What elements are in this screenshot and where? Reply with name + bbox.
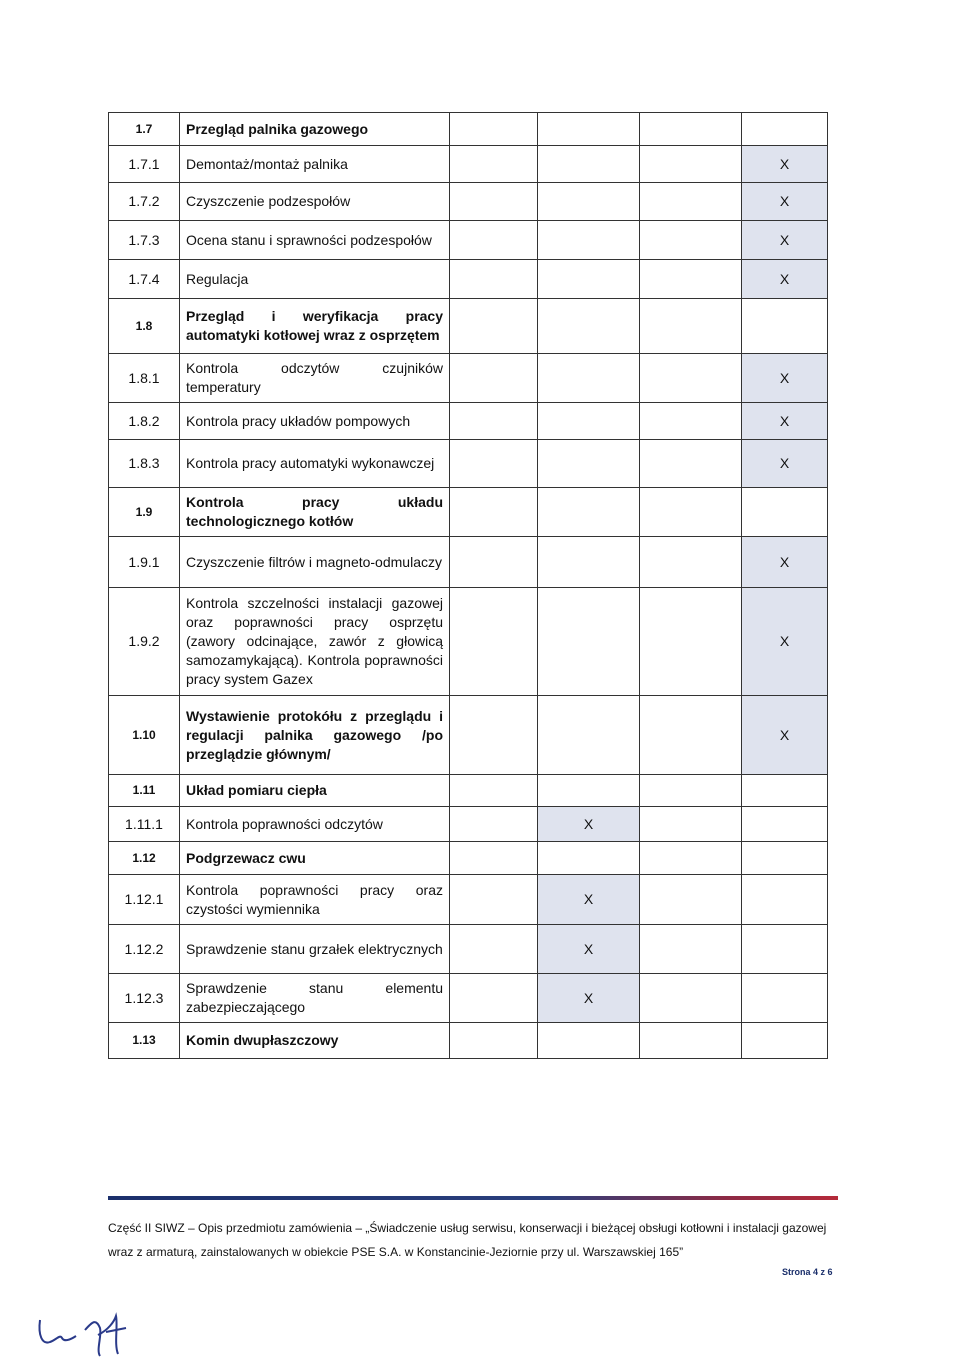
empty-cell [640, 299, 742, 354]
item-description: Sprawdzenie stanu elementu zabezpieczającego [180, 974, 450, 1023]
mark-cell: X [538, 974, 640, 1023]
mark-cell: X [742, 696, 828, 775]
item-number: 1.13 [109, 1023, 180, 1059]
empty-cell [640, 974, 742, 1023]
table-row [109, 588, 828, 696]
item-description: Kontrola pracy układów pompowych [180, 403, 450, 440]
footer-divider [108, 1196, 838, 1200]
empty-cell [538, 403, 640, 440]
mark-cell: X [538, 875, 640, 925]
table-row [109, 440, 828, 488]
item-description: Demontaż/montaż palnika [180, 146, 450, 183]
empty-cell [640, 113, 742, 146]
table-row [109, 488, 828, 537]
empty-cell [538, 260, 640, 299]
empty-cell [538, 696, 640, 775]
item-number: 1.9 [109, 488, 180, 537]
empty-cell [450, 440, 538, 488]
item-description: Kontrola szczelności instalacji gazowej oraz poprawności pracy osprzętu (zawory odcinające, zawór z głowicą samozamykającą). Kontrola poprawności pracy system Gazex [180, 588, 450, 696]
item-number: 1.8.2 [109, 403, 180, 440]
mark-cell: X [742, 440, 828, 488]
item-number: 1.12 [109, 842, 180, 875]
item-number: 1.8.1 [109, 354, 180, 403]
item-description: Czyszczenie podzespołów [180, 183, 450, 221]
empty-cell [450, 974, 538, 1023]
empty-cell [450, 299, 538, 354]
empty-cell [640, 696, 742, 775]
item-number: 1.12.2 [109, 925, 180, 974]
empty-cell [640, 775, 742, 807]
empty-cell [538, 146, 640, 183]
empty-cell [640, 183, 742, 221]
item-number: 1.12.1 [109, 875, 180, 925]
item-description: Układ pomiaru ciepła [180, 775, 450, 807]
item-description: Kontrola pracy układu technologicznego kotłów [180, 488, 450, 537]
table-row [109, 1023, 828, 1059]
item-number: 1.10 [109, 696, 180, 775]
empty-cell [538, 354, 640, 403]
item-number: 1.7.4 [109, 260, 180, 299]
mark-cell: X [742, 260, 828, 299]
table-row [109, 925, 828, 974]
mark-cell: X [742, 221, 828, 260]
empty-cell [538, 440, 640, 488]
mark-cell [742, 488, 828, 537]
empty-cell [450, 696, 538, 775]
empty-cell [640, 807, 742, 842]
mark-cell: X [538, 925, 640, 974]
table-row [109, 221, 828, 260]
item-description: Kontrola odczytów czujników temperatury [180, 354, 450, 403]
mark-cell: X [742, 403, 828, 440]
empty-cell [450, 183, 538, 221]
mark-cell: X [742, 537, 828, 588]
item-description: Kontrola poprawności pracy oraz czystości wymiennika [180, 875, 450, 925]
empty-cell [640, 354, 742, 403]
item-description: Wystawienie protokółu z przeglądu i regulacji palnika gazowego /po przeglądzie głównym/ [180, 696, 450, 775]
item-number: 1.7.1 [109, 146, 180, 183]
empty-cell [538, 183, 640, 221]
empty-cell [450, 775, 538, 807]
empty-cell [450, 842, 538, 875]
footer-text: Część II SIWZ – Opis przedmiotu zamówienia – „Świadczenie usług serwisu, konserwacji i bieżącej obsługi kotłowni i instalacji gazowej wraz z armaturą, zainstalowanych w obiekcie PSE S.A. w Konstancinie-Jeziornie przy ul. Warszawskiej 165” [108, 1221, 827, 1259]
empty-cell [450, 588, 538, 696]
table-row [109, 696, 828, 775]
empty-cell [450, 537, 538, 588]
table-row [109, 299, 828, 354]
empty-cell [538, 488, 640, 537]
empty-cell [450, 113, 538, 146]
empty-cell [538, 588, 640, 696]
empty-cell [742, 974, 828, 1023]
empty-cell [742, 842, 828, 875]
empty-cell [450, 925, 538, 974]
table-row [109, 807, 828, 842]
item-description: Regulacja [180, 260, 450, 299]
empty-cell [640, 842, 742, 875]
mark-cell: X [742, 146, 828, 183]
item-number: 1.7.2 [109, 183, 180, 221]
empty-cell [640, 260, 742, 299]
table-row [109, 260, 828, 299]
item-number: 1.11 [109, 775, 180, 807]
empty-cell [450, 354, 538, 403]
empty-cell [450, 875, 538, 925]
table-row [109, 354, 828, 403]
mark-cell [742, 299, 828, 354]
mark-cell [538, 775, 640, 807]
item-number: 1.8.3 [109, 440, 180, 488]
maintenance-table [108, 112, 828, 1059]
table-row [109, 842, 828, 875]
empty-cell [450, 221, 538, 260]
item-number: 1.7.3 [109, 221, 180, 260]
table-row [109, 537, 828, 588]
mark-cell [742, 113, 828, 146]
mark-cell: X [742, 588, 828, 696]
item-number: 1.7 [109, 113, 180, 146]
table-row [109, 775, 828, 807]
mark-cell: X [742, 354, 828, 403]
item-description: Ocena stanu i sprawności podzespołów [180, 221, 450, 260]
empty-cell [450, 488, 538, 537]
empty-cell [450, 1023, 538, 1059]
item-description: Kontrola pracy automatyki wykonawczej [180, 440, 450, 488]
empty-cell [450, 403, 538, 440]
item-description: Przegląd i weryfikacja pracy automatyki kotłowej wraz z osprzętem [180, 299, 450, 354]
empty-cell [742, 1023, 828, 1059]
mark-cell: X [742, 183, 828, 221]
empty-cell [450, 260, 538, 299]
empty-cell [640, 537, 742, 588]
table-row [109, 403, 828, 440]
item-number: 1.12.3 [109, 974, 180, 1023]
item-number: 1.9.1 [109, 537, 180, 588]
item-description: Kontrola poprawności odczytów [180, 807, 450, 842]
empty-cell [538, 299, 640, 354]
empty-cell [640, 1023, 742, 1059]
mark-cell [538, 1023, 640, 1059]
empty-cell [742, 775, 828, 807]
item-description: Komin dwupłaszczowy [180, 1023, 450, 1059]
empty-cell [640, 875, 742, 925]
empty-cell [640, 221, 742, 260]
item-description: Podgrzewacz cwu [180, 842, 450, 875]
table-row [109, 183, 828, 221]
empty-cell [538, 537, 640, 588]
empty-cell [538, 113, 640, 146]
empty-cell [742, 875, 828, 925]
item-number: 1.8 [109, 299, 180, 354]
empty-cell [450, 146, 538, 183]
empty-cell [640, 146, 742, 183]
table-row [109, 974, 828, 1023]
item-number: 1.9.2 [109, 588, 180, 696]
handwritten-signature [30, 1300, 150, 1360]
table-row [109, 113, 828, 146]
empty-cell [742, 925, 828, 974]
mark-cell [538, 842, 640, 875]
empty-cell [640, 488, 742, 537]
empty-cell [640, 925, 742, 974]
empty-cell [640, 403, 742, 440]
empty-cell [640, 440, 742, 488]
item-description: Przegląd palnika gazowego [180, 113, 450, 146]
empty-cell [640, 588, 742, 696]
table-row [109, 146, 828, 183]
item-description: Sprawdzenie stanu grzałek elektrycznych [180, 925, 450, 974]
page-number: Strona 4 z 6 [782, 1267, 833, 1277]
table-row [109, 875, 828, 925]
item-number: 1.11.1 [109, 807, 180, 842]
empty-cell [450, 807, 538, 842]
empty-cell [742, 807, 828, 842]
empty-cell [538, 221, 640, 260]
mark-cell: X [538, 807, 640, 842]
item-description: Czyszczenie filtrów i magneto-odmulaczy [180, 537, 450, 588]
